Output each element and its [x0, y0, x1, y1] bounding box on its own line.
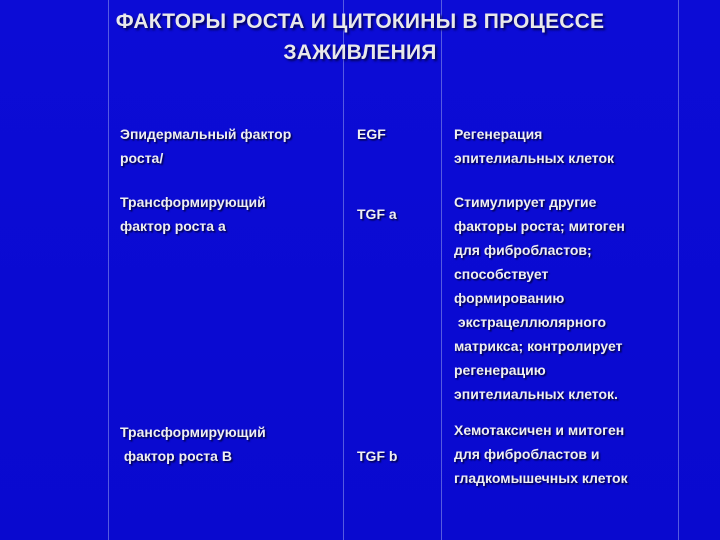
column-divider-2: [343, 0, 344, 540]
row-2-effect-line-9: эпителиальных клеток.: [454, 386, 618, 402]
row-3-factor-line-1: Трансформирующий: [120, 424, 266, 440]
row-1-effect: [454, 122, 614, 170]
title-line-1: ФАКТОРЫ РОСТА И ЦИТОКИНЫ В ПРОЦЕССЕ: [115, 10, 605, 33]
row-2-factor: [120, 190, 266, 238]
row-2-effect-line-6: экстрацеллюлярного: [454, 314, 607, 330]
row-1-factor-line-2: роста/: [120, 150, 164, 166]
title-line-2: ЗАЖИВЛЕНИЯ: [283, 41, 437, 64]
row-3-abbr: TGF b: [357, 448, 398, 464]
row-3-effect: [454, 418, 628, 490]
row-2-effect-line-1: Стимулирует другие: [454, 194, 597, 210]
row-3-effect-line-1: Хемотаксичен и митоген: [454, 422, 625, 438]
row-3-effect-line-2: для фибробластов и: [454, 446, 600, 462]
row-3-effect-line-3: гладкомышечных клеток: [454, 470, 628, 486]
row-2-factor-line-1: Трансформирующий: [120, 194, 266, 210]
row-2-abbr: TGF a: [357, 206, 397, 222]
row-2-effect-line-7: матрикса; контролирует: [454, 338, 623, 354]
row-2-effect: [454, 190, 625, 406]
row-1-effect-line-1: Регенерация: [454, 126, 543, 142]
row-2-effect-line-8: регенерацию: [454, 362, 546, 378]
column-divider-4: [678, 0, 679, 540]
column-divider-3: [441, 0, 442, 540]
row-2-effect-line-5: формированию: [454, 290, 565, 306]
row-1-factor: [120, 122, 291, 170]
column-divider-1: [108, 0, 109, 540]
row-2-factor-line-2: фактор роста a: [120, 218, 226, 234]
slide-title: [0, 6, 720, 68]
row-1-factor-line-1: Эпидермальный фактор: [120, 126, 292, 142]
row-2-effect-line-3: для фибробластов;: [454, 242, 592, 258]
row-1-effect-line-2: эпителиальных клеток: [454, 150, 615, 166]
row-3-factor-line-2: фактор роста B: [120, 448, 232, 464]
row-3-factor: [120, 420, 266, 468]
row-1-abbr: EGF: [357, 126, 386, 142]
row-2-effect-line-4: способствует: [454, 266, 549, 282]
row-2-effect-line-2: факторы роста; митоген: [454, 218, 625, 234]
